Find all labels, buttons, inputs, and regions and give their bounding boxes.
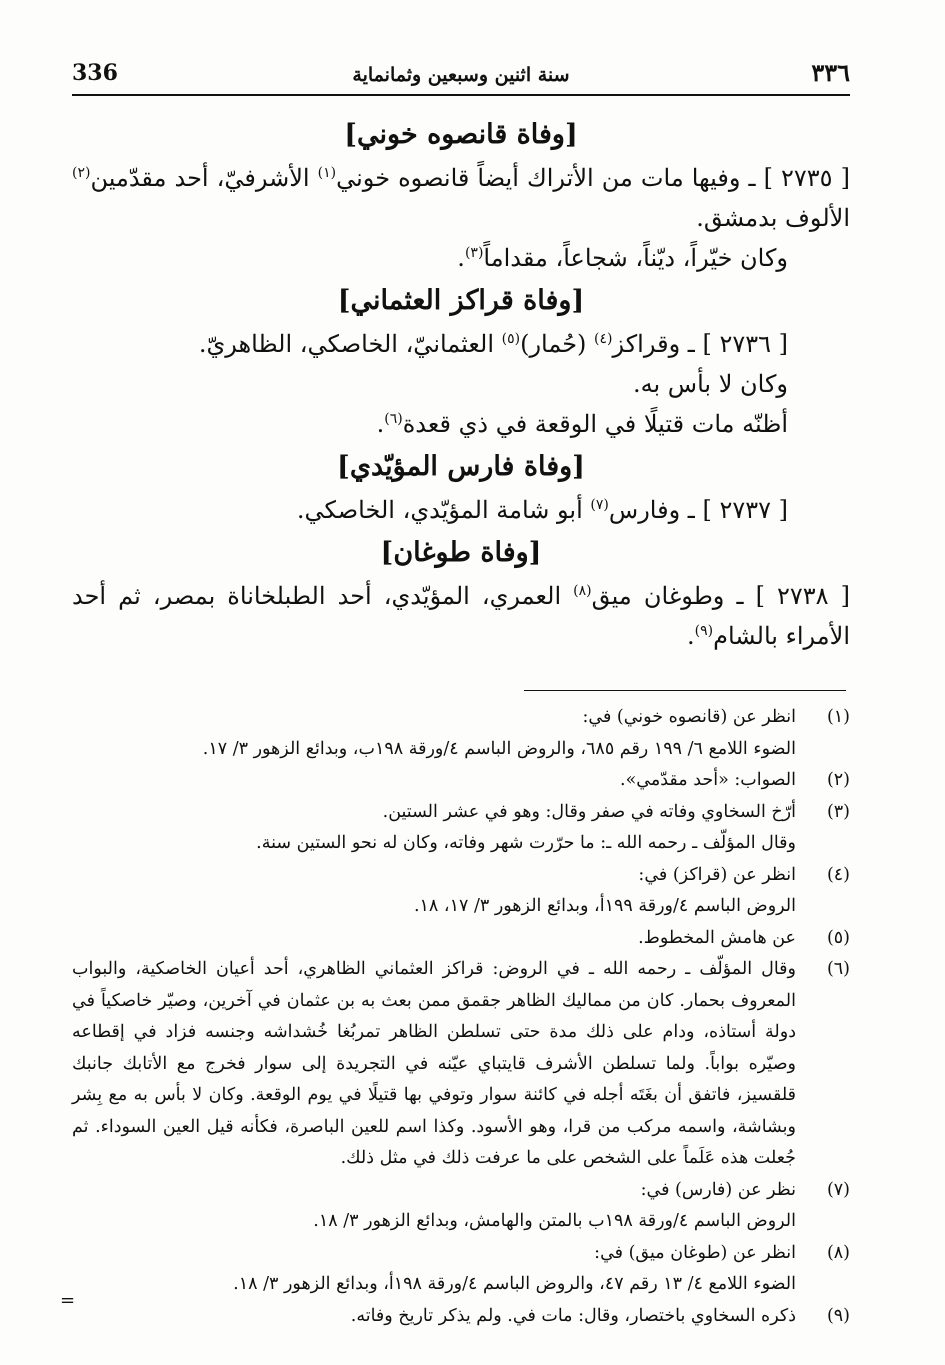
footnote-number: (٧) [826, 1179, 850, 1200]
footnote-number: (٥) [826, 927, 850, 948]
entry-paragraph: وكان خيّراً، ديّناً، شجاعاً، مقداماً$^{(٣)}$. [457, 244, 788, 272]
entry-paragraph: أظنّه مات قتيلًا في الوقعة في ذي قعدة$^{(٦)}$. [376, 410, 788, 438]
footnote-text: الروض الباسم ٤/ورقة ١٩٨ب بالمتن والهامش، وبدائع الزهور ٣/ ١٨. [313, 1211, 796, 1231]
footnote-text: أرّخ السخاوي وفاته في صفر وقال: وهو في عشر الستين. [382, 801, 796, 822]
footnote [72, 1238, 850, 1301]
footnote-text: نظر عن (فارس) في: [640, 1179, 796, 1200]
footnote-text: وقال المؤلّف ـ رحمه الله ـ: ما حرّرت شهر وفاته، وكان له نحو الستين سنة. [256, 833, 796, 853]
page-header [72, 58, 850, 96]
footnote-ref[interactable]: (٤) [594, 331, 613, 347]
entry-heading: [وفاة فارس المؤيّدي] [337, 451, 585, 482]
footnote-number: (٨) [826, 1242, 850, 1263]
footnote-number: (٦) [826, 959, 850, 979]
entry-paragraph: [ ٢٧٣٦ ] ـ وقراكز$^{(٤)}$ (حُمار)$^{(٥)}$ العثمانيّ، الخاصكي، الظاهريّ. [198, 330, 788, 358]
running-title: سنة اثنين وسبعين وثمانماية [352, 64, 570, 86]
footnote [72, 860, 850, 923]
footnote-text: الضوء اللامع ٤/ ١٣ رقم ٤٧، والروض الباسم ٤/ورقة ١٩٨أ، وبدائع الزهور ٣/ ١٨. [233, 1274, 796, 1294]
footnote-text: انظر عن (طوغان ميق) في: [594, 1242, 796, 1263]
entry-paragraph: [ ٢٧٣٥ ] ـ وفيها مات من الأتراك أيضاً قانصوه خوني$^{(١)}$ الأشرفيّ، أحد مقدّمين$^{(٢)}$ الألوف بدمشق. [72, 164, 850, 232]
footnote-number: (٣) [826, 801, 850, 822]
footnote-ref[interactable]: (٨) [573, 583, 592, 599]
footnote-number: (٩) [826, 1305, 850, 1326]
footnote-ref[interactable]: (٧) [590, 497, 609, 513]
entry-paragraph: [ ٢٧٣٧ ] ـ وفارس$^{(٧)}$ أبو شامة المؤيّدي، الخاصكي. [296, 496, 788, 524]
footnote-text: عن هامش المخطوط. [638, 927, 796, 948]
entry-paragraph: وكان لا بأس به. [633, 370, 788, 398]
main-text [72, 112, 850, 656]
footnote-text: ذكره السخاوي باختصار، وقال: مات في. ولم يذكر تاريخ وفاته. [350, 1305, 796, 1326]
footnote-ref[interactable]: (٥) [501, 331, 521, 347]
entry-heading: [وفاة قراكز العثماني] [337, 285, 585, 316]
entry-paragraph: [ ٢٧٣٨ ] ـ وطوغان ميق$^{(٨)}$ العمري، المؤيّدي، أحد الطبلخاناة بمصر، ثم أحد الأمراء بالشام$^{(٩)}$. [72, 582, 850, 650]
footnote-text: انظر عن (قانصوه خوني) في: [582, 707, 796, 727]
page-number-latin: 336 [72, 60, 118, 86]
footnote [72, 702, 850, 765]
footnote-text: وقال المؤلّف ـ رحمه الله ـ في الروض: قراكز العثماني الظاهري، أحد أعيان الخاصكية، والبواب المعروف بحمار. كان من مماليك الظاهر جقمق ممن بعث به بن عثمان في آخرين، وصيّر خاصكياً في دولة أستاذه، ودام على ذلك مدة حتى تسلطن الظاهر تمربُغا خُشداشه وجنسه فزاد في إقطاعه وصيّره بواباً. ولما تسلطن الأشرف قايتباي عيّنه في التجريدة إلى سوار فخرج مع الأتابك جانبك قلقسيز، فاتفق أن بغَتَه أجله في كائنة سوار وتوفي بها قتيلًا في يوم الوقعة. وكان لا بأس به مع بِشر وبشاشة، واسمه مركب من قرا، وهو الأسود. وكذا اسم للعين الباصرة، فكأنه قيل العين السوداء. ثم جُعلت هذه عَلَماً على الشخص على ما عرفت ذلك في مثل ذلك. [72, 959, 797, 1168]
footnote [72, 765, 850, 797]
footnote-ref[interactable]: (١) [317, 165, 337, 181]
footnote-text: الروض الباسم ٤/ورقة ١٩٩أ، وبدائع الزهور ٣/ ١٧، ١٨. [413, 896, 796, 916]
footnotes [72, 702, 850, 1332]
footnote-separator [524, 690, 846, 691]
footnote [72, 1301, 850, 1333]
footnote [72, 954, 850, 1175]
entry-heading: [وفاة طوغان] [380, 537, 542, 568]
margin-mark: = [60, 1290, 76, 1311]
footnote-ref[interactable]: (٩) [694, 623, 714, 639]
footnote-number: (١) [826, 707, 850, 727]
footnote-ref[interactable]: (٢) [72, 165, 91, 181]
entry-heading: [وفاة قانصوه خوني] [344, 119, 578, 150]
footnote [72, 797, 850, 860]
footnote-text: الضوء اللامع ٦/ ١٩٩ رقم ٦٨٥، والروض الباسم ٤/ورقة ١٩٨ب، وبدائع الزهور ٣/ ١٧. [202, 738, 796, 759]
footnote-text: الصواب: «أحد مقدّمي». [620, 770, 796, 790]
footnote-ref[interactable]: (٣) [464, 245, 484, 261]
footnote-text: انظر عن (قراكز) في: [638, 864, 796, 885]
footnote [72, 1175, 850, 1238]
footnote-number: (٢) [826, 770, 850, 790]
footnote-number: (٤) [826, 864, 850, 885]
page-number-arabic: ٣٣٦ [811, 58, 850, 87]
footnote-ref[interactable]: (٦) [384, 411, 403, 427]
footnote [72, 923, 850, 955]
